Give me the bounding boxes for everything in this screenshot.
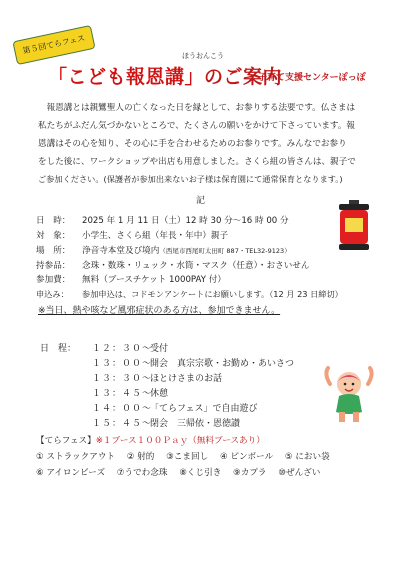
activity-item: ⑤ におい袋: [284, 452, 330, 462]
schedule-row: １３：４５～休憩: [92, 389, 169, 399]
edition-badge: 第５回てらフェス: [12, 25, 95, 65]
activity-item: ⑦うでわ念珠: [116, 468, 168, 478]
title-main: 報恩講: [126, 66, 185, 88]
activity-item: ⑥ アイロンビーズ: [36, 468, 106, 478]
leg-left: [339, 412, 345, 422]
detail-row: 申込み： 参加申込は、コドモンアンケートにお願いします。（12 月 23 日締切）: [36, 289, 343, 299]
detail-row: 持参品： 念珠・数珠・リュック・水筒・マスク（任意）・おさいせん: [36, 261, 310, 271]
activities-row: [36, 466, 329, 478]
schedule-row: １２：３０～受付: [92, 344, 169, 354]
child-illustration: [322, 366, 376, 424]
organizer: 子育て支援センターぽっぽ: [258, 73, 366, 83]
arm-left: [326, 368, 330, 384]
arm-right: [368, 368, 372, 384]
eye-left: [344, 383, 347, 386]
intro-line: 報恩講とは親鸞聖人の亡くなった日を縁として、お参りする法要です。仏さまは: [38, 103, 356, 113]
lantern-illustration: [335, 200, 373, 252]
lantern-cap: [339, 204, 369, 210]
detail-row: 参加費： 無料（ブースチケット 1000PAY 付）: [36, 275, 226, 285]
activity-item: ⑨カプラ: [233, 468, 267, 478]
activity-item: ① ストラックアウト: [36, 452, 116, 462]
leg-right: [353, 412, 359, 422]
schedule-label: 日 程：: [40, 344, 77, 354]
title-open: 「こども: [48, 66, 127, 88]
intro-line: をした後に、ワークショップや出店も用意しました。さくら組の皆さんは、親子で: [38, 157, 356, 167]
page-title: [48, 62, 282, 89]
health-notice: ※当日、熱や咳など風邪症状のある方は、参加できません。: [38, 306, 281, 316]
activity-item: ③こま回し: [166, 452, 209, 462]
activity-item: ⑩ぜんざい: [278, 468, 321, 478]
lantern-top: [349, 200, 359, 204]
detail-row: 場 所： 浄音寺本堂及び境内（西尾市西尾町太田町 887・TEL32-9123）: [36, 246, 291, 256]
schedule-row: １３：００～開会 真宗宗歌・お勤め・あいさつ: [92, 359, 295, 369]
schedule-row: １４：００～「てらフェス」で自由遊び: [92, 404, 258, 414]
intro-line: 恩講はその心を知り、その心に手を合わせるためのお参りです。みんなでお参り: [38, 139, 347, 149]
detail-row: 日 時： 2025 年 1 月 11 日（土）12 時 30 分～16 時 00 分: [36, 216, 289, 226]
detail-row: 対 象： 小学生、さくら組（年長・年中）親子: [36, 231, 229, 241]
lantern-label: [345, 218, 363, 232]
title-close: 」: [184, 66, 205, 88]
eye-right: [352, 383, 355, 386]
activity-item: ④ ピンボール: [219, 452, 274, 462]
activities-row: [36, 450, 339, 462]
intro-line: 私たちがふだん気づかないところで、たくさんの願いをかけて下さっています。報: [38, 121, 356, 131]
lantern-base: [339, 244, 369, 250]
body: [336, 394, 362, 414]
ki-heading: 記: [196, 196, 206, 206]
activity-item: ⑧くじ引き: [179, 468, 222, 478]
schedule-row: １５：４５～閉会 三帰依・恩徳讃: [92, 419, 241, 429]
title-ruby: ほうおんこう: [182, 52, 224, 60]
schedule-row: １３：３０～ほとけさまのお話: [92, 374, 223, 384]
terafes-line: 【てらフェス】※１ブース１００Ｐａｙ（無料ブースあり）: [36, 436, 265, 446]
title-suffix: のご案内: [204, 66, 283, 88]
intro-line: ご参加ください。(保護者が参加出来ないお子様は保育園にて通常保育となります。): [38, 174, 343, 184]
activity-item: ② 射的: [126, 452, 155, 462]
